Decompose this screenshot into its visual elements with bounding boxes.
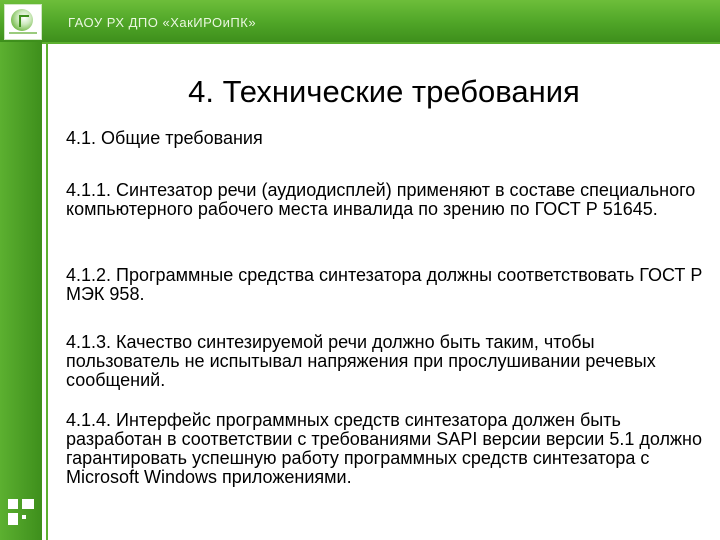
- decor-square-icon: [8, 513, 18, 525]
- decor-square-icon: [22, 499, 34, 509]
- requirement-paragraph: 4.1.3. Качество синтезируемой речи должно быть таким, чтобы пользователь не испытывал напряжения при прослушивании речевых сообщений.: [66, 332, 656, 390]
- decor-square-icon: [22, 515, 26, 519]
- decor-square-icon: [8, 499, 18, 509]
- top-divider-line: [42, 42, 720, 44]
- requirement-paragraph: 4.1.1. Синтезатор речи (аудиодисплей) применяют в составе специального компьютерного рабочего места инвалида по зрению по ГОСТ Р 51645.: [66, 180, 696, 219]
- slide-title: 4. Технические требования: [188, 74, 580, 109]
- requirement-paragraph: 4.1.4. Интерфейс программных средств синтезатора должен быть разработан в соответствии с требованиями SAPI версии версии 5.1 должно гарантировать успешную работу программных средств синтезатора с Microsoft Windows приложениями.: [66, 410, 702, 487]
- requirement-paragraph: 4.1.2. Программные средства синтезатора должны соответствовать ГОСТ Р МЭК 958.: [66, 265, 703, 304]
- left-sidebar-band: [0, 42, 42, 540]
- organization-name: ГАОУ РХ ДПО «ХакИРОиПК»: [68, 15, 257, 30]
- institute-logo: [4, 4, 42, 40]
- left-divider-line: [46, 42, 48, 540]
- section-heading: 4.1. Общие требования: [66, 128, 263, 148]
- logo-caption-line: [9, 32, 37, 34]
- logo-mark-icon: [19, 15, 29, 27]
